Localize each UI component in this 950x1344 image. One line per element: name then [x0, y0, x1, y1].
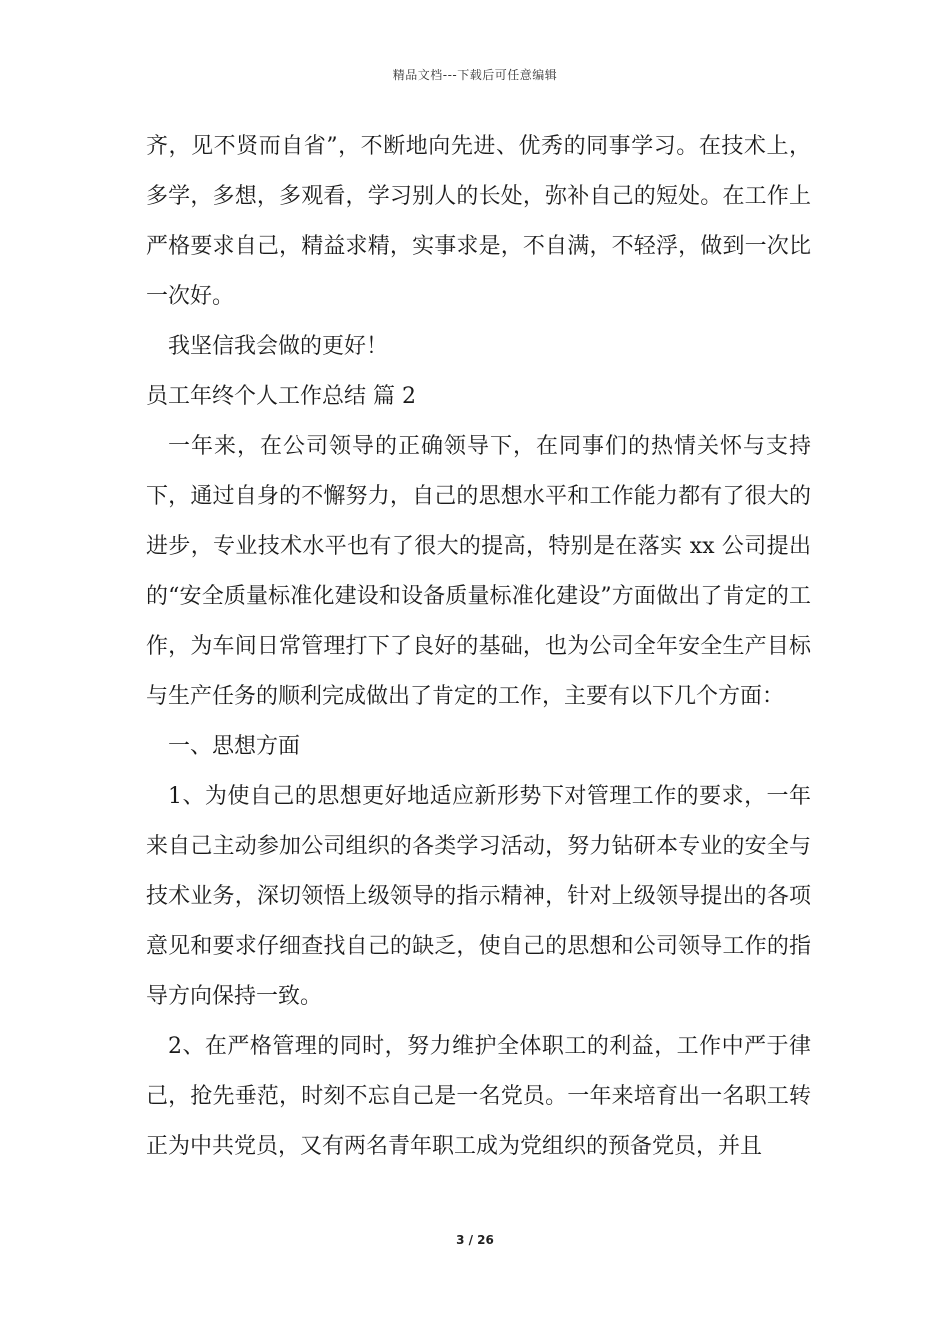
section-title: 员工年终个人工作总结 篇 2 — [146, 384, 416, 409]
list-item-2: 2、在严格管理的同时，努力维护全体职工的利益，工作中严于律己，抢先垂范，时刻不忘自己是一名党员。一年来培育出一名职工转正为中共党员，又有两名青年职工成为党组织的预备党员，并且 — [146, 1034, 811, 1159]
page-header: 精品文档---下载后可任意编辑 — [392, 68, 558, 82]
document-body — [146, 122, 811, 1172]
list-item-1: 1、为使自己的思想更好地适应新形势下对管理工作的要求，一年来自己主动参加公司组织的各类学习活动，努力钻研本专业的安全与技术业务，深切领悟上级领导的指示精神，针对上级领导提出的各项意见和要求仔细查找自己的缺乏，使自己的思想和公司领导工作的指导方向保持一致。 — [146, 784, 811, 1009]
page-number: 3 / 26 — [456, 1233, 494, 1247]
section-heading-thought: 一、思想方面 — [168, 734, 301, 759]
paragraph-continuation: 齐，见不贤而自省”，不断地向先进、优秀的同事学习。在技术上，多学，多想，多观看，学习别人的长处，弥补自己的短处。在工作上严格要求自己，精益求精，实事求是，不自满，不轻浮，做到一次比一次好。 — [146, 134, 811, 309]
paragraph-statement: 我坚信我会做的更好！ — [168, 334, 389, 359]
paragraph-intro: 一年来，在公司领导的正确领导下，在同事们的热情关怀与支持下，通过自身的不懈努力，自己的思想水平和工作能力都有了很大的进步，专业技术水平也有了很大的提高，特别是在落实 xx 公司提出的“安全质量标准化建设和设备质量标准化建设”方面做出了肯定的工作，为车间日常管理打下了良好的基础，也为公司全年安全生产目标与生产任务的顺利完成做出了肯定的工作，主要有以下几个方面： — [146, 434, 811, 709]
